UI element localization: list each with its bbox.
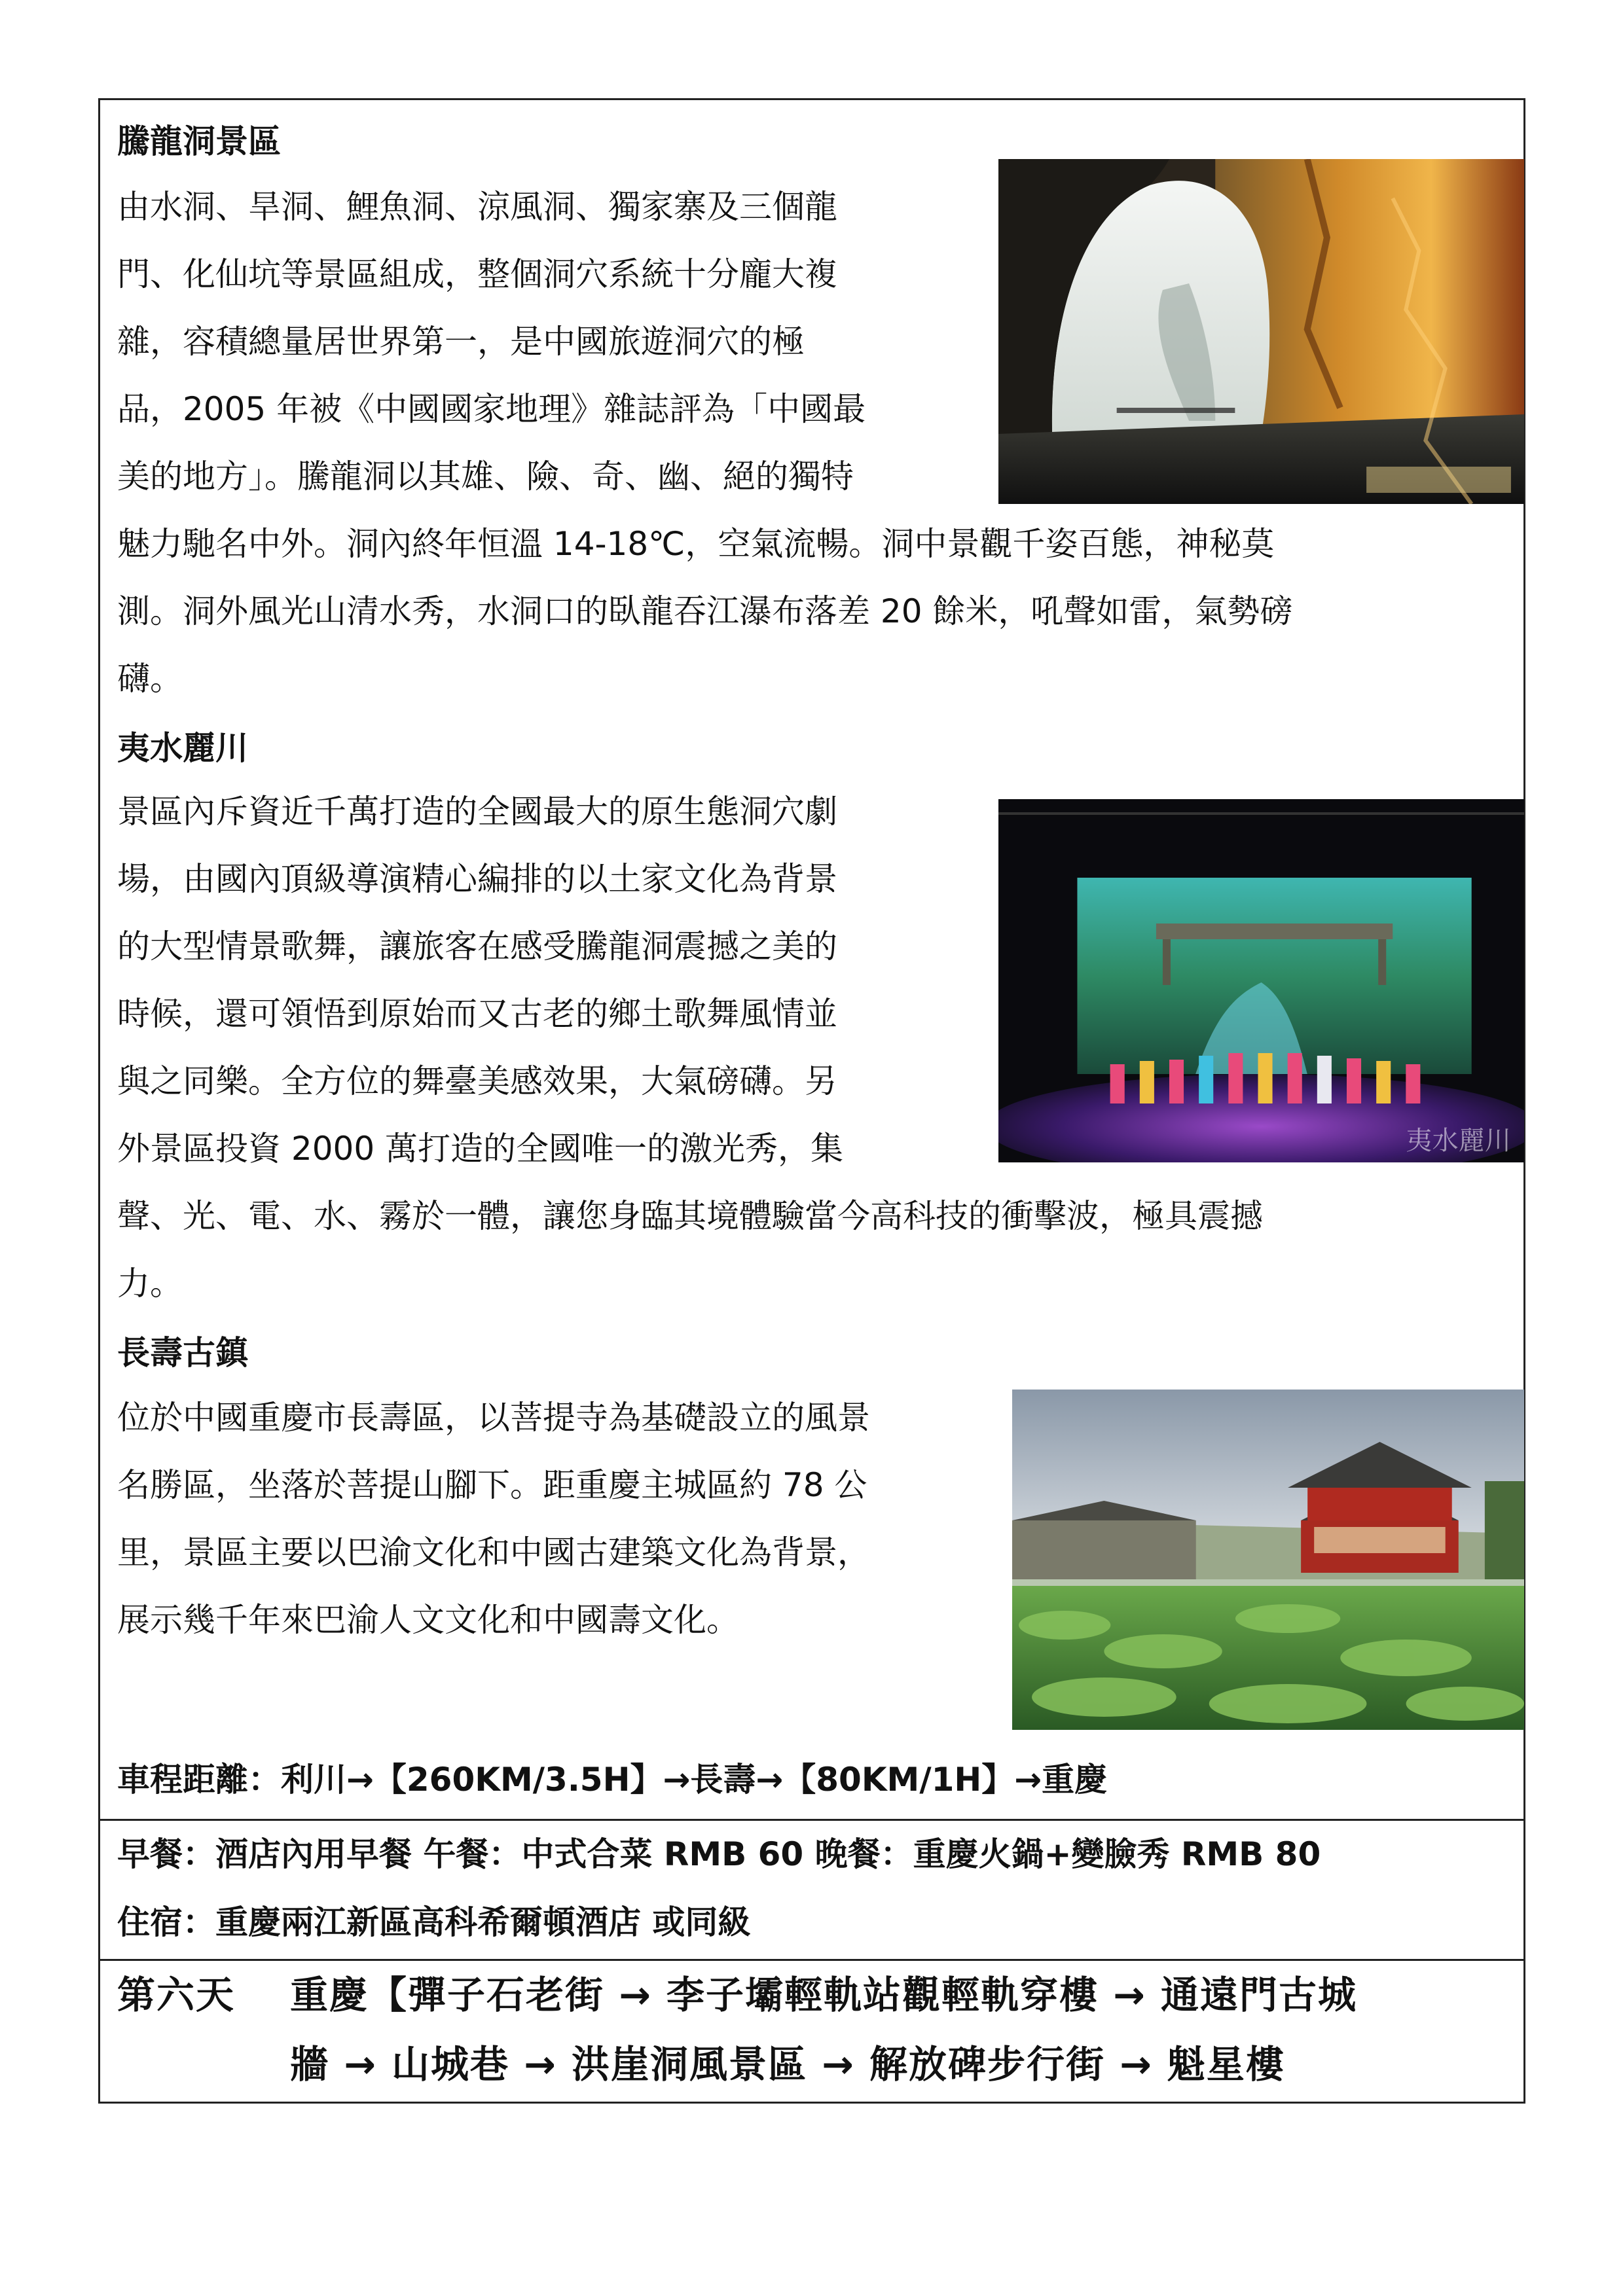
text-line: 外景區投資 2000 萬打造的全國唯一的激光秀，集	[117, 1130, 844, 1168]
text-line: 礴。	[117, 660, 183, 698]
text-line: 場，由國內頂級導演精心編排的以土家文化為背景	[117, 860, 837, 898]
text-line: 力。	[117, 1265, 183, 1302]
section-title-tenglong-cave: 騰龍洞景區	[117, 122, 281, 160]
meals-info: 早餐：酒店內用早餐 午餐：中式合菜 RMB 60 晚餐：重慶火鍋+變臉秀 RMB 80	[117, 1835, 1321, 1873]
text-line: 的大型情景歌舞，讓旅客在感受騰龍洞震撼之美的	[117, 927, 837, 965]
text-line: 美的地方」。騰龍洞以其雄、險、奇、幽、絕的獨特	[117, 457, 854, 495]
text-line: 門、化仙坑等景區組成，整個洞穴系統十分龐大複	[117, 255, 837, 293]
text-line: 名勝區，坐落於菩提山腳下。距重慶主城區約 78 公	[117, 1466, 867, 1504]
text-line: 聲、光、電、水、霧於一體，讓您身臨其境體驗當今高科技的衝擊波，極具震撼	[117, 1197, 1263, 1235]
stage-show-photo	[998, 799, 1524, 1162]
photo-watermark: 夷水麗川	[1406, 1126, 1511, 1156]
text-line: 與之同樂。全方位的舞臺美感效果，大氣磅礴。另	[117, 1062, 837, 1100]
cave-photo	[998, 159, 1524, 504]
text-line: 魅力馳名中外。洞內終年恒溫 14-18℃，空氣流暢。洞中景觀千姿百態，神秘莫	[117, 525, 1275, 563]
text-line: 由水洞、旱洞、鯉魚洞、涼風洞、獨家寨及三個龍	[117, 188, 837, 226]
section-title-yishui-lichuan: 夷水麗川	[117, 729, 248, 767]
text-line: 品，2005 年被《中國國家地理》雜誌評為「中國最	[117, 390, 866, 428]
section-title-changshou-town: 長壽古鎮	[117, 1334, 248, 1372]
divider	[100, 1819, 1523, 1821]
ancient-town-photo	[1012, 1390, 1524, 1730]
hotel-info: 住宿：重慶兩江新區高科希爾頓酒店 或同級	[117, 1903, 751, 1941]
text-line: 位於中國重慶市長壽區，以菩提寺為基礎設立的風景	[117, 1399, 870, 1437]
text-line: 時候，還可領悟到原始而又古老的鄉土歌舞風情並	[117, 995, 837, 1033]
itinerary-frame	[98, 98, 1525, 2104]
section-text-changshou-town	[117, 1384, 870, 1654]
text-line: 測。洞外風光山清水秀，水洞口的臥龍吞江瀑布落差 20 餘米，吼聲如雷，氣勢磅	[117, 592, 1293, 630]
text-line: 雜，容積總量居世界第一，是中國旅遊洞穴的極	[117, 323, 805, 361]
text-line: 里，景區主要以巴渝文化和中國古建築文化為背景，	[117, 1534, 870, 1571]
route-distance: 車程距離：利川→【260KM/3.5H】→長壽→【80KM/1H】→重慶	[117, 1761, 1108, 1799]
day-route-line-1: 重慶【彈子石老街 → 李子壩輕軌站觀輕軌穿樓 → 通遠門古城	[290, 1973, 1357, 2017]
divider	[100, 1959, 1523, 1961]
text-line: 展示幾千年來巴渝人文文化和中國壽文化。	[117, 1601, 739, 1639]
text-line: 景區內斥資近千萬打造的全國最大的原生態洞穴劇	[117, 793, 837, 831]
day-label: 第六天	[117, 1973, 236, 2017]
day-route-line-2: 牆 → 山城巷 → 洪崖洞風景區 → 解放碑步行街 → 魁星樓	[290, 2042, 1285, 2087]
